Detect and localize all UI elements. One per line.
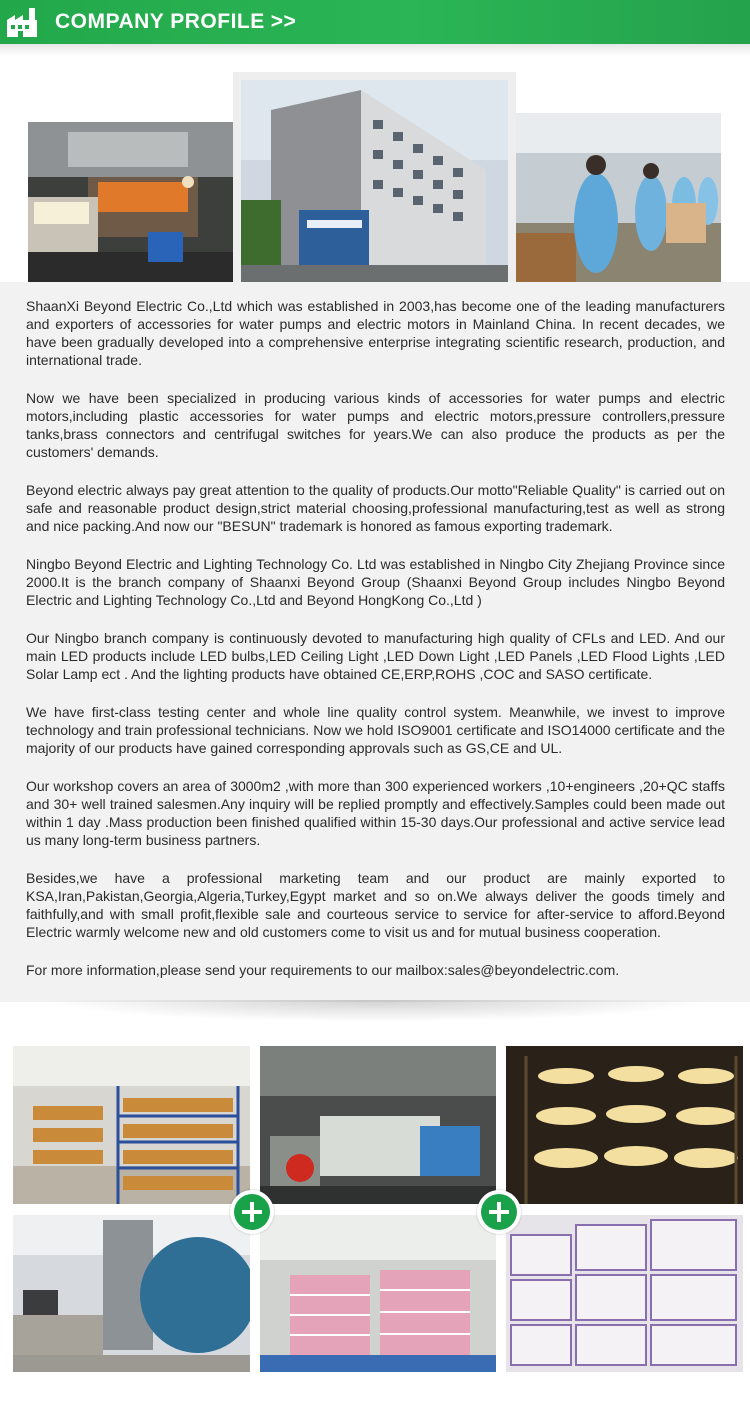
paragraph-ningbo-branch: Ningbo Beyond Electric and Lighting Technology Co. Ltd was established in Ningbo City Zhejiang Province since 2000.It is the branch company of Shaanxi Beyond Group (Shaanxi Beyond Group includes Ningbo Beyond Electric and Lighting Technology Co.,Ltd and Beyond HongKong Co.,Ltd ) [26,556,725,608]
header-banner [0,0,750,44]
paragraph-workshop: Our workshop covers an area of 3000m2 ,with more than 300 experienced workers ,10+engineers ,20+QC staffs and 30+ well trained salesmen.Any inquiry will be replied promptly and effectively.Samples could been made out within 1 day .Mass production been finished qualified within 15-30 days.Our professional and active service lead us many long-term business partners. [26,778,725,848]
paragraph-testing: We have first-class testing center and whole line quality control system. Meanwhile, we invest to improve technology and train professional technicians. Now we hold ISO9001 certificate and ISO14000 certificate and the majority of our products have gained corresponding approvals such as GS,CE and UL. [26,704,725,756]
packed-goods-photo [260,1215,496,1372]
workshop-workers-photo [516,113,721,282]
production-line-photo [28,122,233,282]
paragraph-products: Now we have been specialized in producing various kinds of accessories for water pumps and electric motors,including plastic accessories for water pumps and electric motors,pressure controllers,pressure tanks,brass connectors and centrifugal switches for years.We can also produce the products as per the customers' demands. [26,390,725,460]
stacked-boxes-photo [506,1215,743,1372]
warehouse-shelves-photo [13,1046,250,1204]
paragraph-marketing: Besides,we have a professional marketing team and our product are mainly exported to KSA,Iran,Pakistan,Georgia,Algeria,Turkey,Egypt market and so on.We always deliver the goods timely and faithfully,and with small profit,flexible sale and courteous service to service for after-service to afford.Beyond Electric warmly welcome new and old customers come to visit us and for mutual business cooperation. [26,870,725,940]
factory-building-photo [241,80,508,282]
arrows-text: >> [270,10,297,33]
testing-lab-photo [13,1215,250,1372]
led-panel-test-photo [506,1046,743,1204]
plus-icon [477,1190,521,1234]
paragraph-quality: Beyond electric always pay great attention to the quality of products.Our motto"Reliable Quality" is carried out on safe and reasonable product design,strict material choosing,professional manufacturing,test as well as strong and nice packing.And now our "BESUN" trademark is honored as famous exporting trademark. [26,482,725,534]
page-title: COMPANY PROFILE >> [55,10,297,33]
paragraph-contact: For more information,please send your requirements to our mailbox:sales@beyondelectric.com. [26,962,620,978]
paragraph-led-products: Our Ningbo branch company is continuously devoted to manufacturing high quality of CFLs and LED. And our main LED products include LED bulbs,LED Ceiling Light ,LED Down Light ,LED Panels ,LED Flood Lights ,LED Solar Lamp ect . And the lighting products have obtained CE,ERP,ROHS ,COC and SASO certificate. [26,630,725,682]
profile-text [26,297,725,999]
header-shadow [0,44,750,56]
plus-icon [230,1190,274,1234]
injection-machine-photo [260,1046,496,1204]
paragraph-intro: ShaanXi Beyond Electric Co.,Ltd which was established in 2003,has become one of the leading manufacturers and exporters of accessories for water pumps and electric motors in Mainland China. In recent decades, we have been gradually developed into a comprehensive enterprise integrating scientific research, production, and international trade. [26,298,725,368]
factory-icon [5,6,39,38]
panel-shadow [40,1000,710,1022]
